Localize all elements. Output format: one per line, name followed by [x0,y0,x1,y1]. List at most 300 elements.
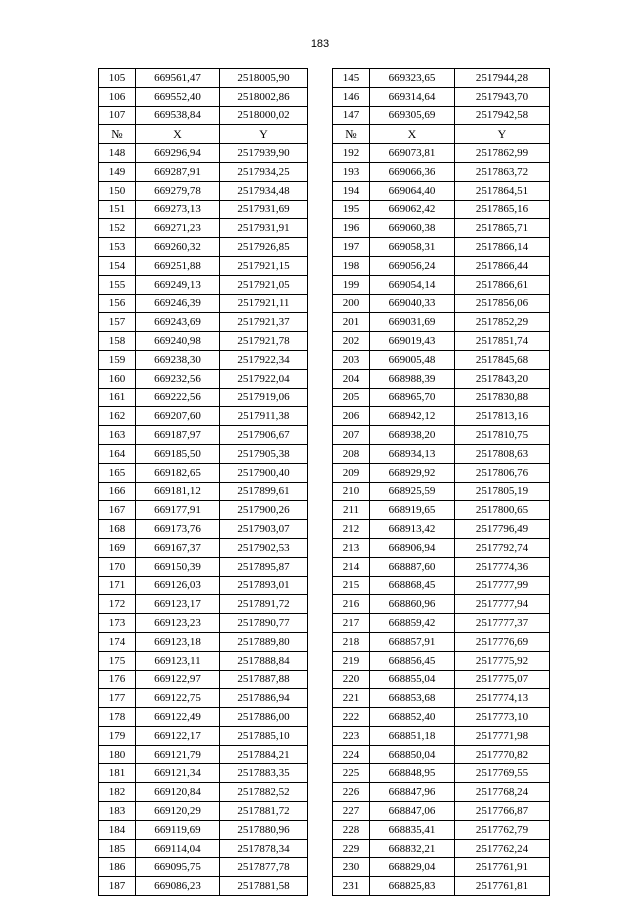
table-row [99,426,308,445]
table-row [99,181,308,200]
x-coordinate-cell: 669121,34 [136,764,220,783]
y-coordinate-cell: 2517902,53 [220,538,308,557]
point-number-cell: 147 [333,106,370,125]
table-row [333,426,550,445]
y-coordinate-cell: 2517883,35 [220,764,308,783]
table-row [99,106,308,125]
y-coordinate-cell: 2517810,75 [455,426,550,445]
point-number-cell: 174 [99,632,136,651]
table-row [333,200,550,219]
point-number-cell: 208 [333,444,370,463]
table-row [99,708,308,727]
x-coordinate-cell: 669114,04 [136,839,220,858]
point-number-cell: 156 [99,294,136,313]
table-row [333,219,550,238]
y-coordinate-cell: 2517792,74 [455,538,550,557]
x-coordinate-cell: 668938,20 [370,426,455,445]
y-coordinate-cell: 2517806,76 [455,463,550,482]
point-number-cell: 227 [333,802,370,821]
x-coordinate-cell: 669279,78 [136,181,220,200]
y-coordinate-cell: 2517885,10 [220,726,308,745]
x-coordinate-cell: 668942,12 [370,407,455,426]
y-coordinate-cell: 2517899,61 [220,482,308,501]
table-row [333,369,550,388]
y-coordinate-cell: 2517919,06 [220,388,308,407]
table-row [333,332,550,351]
x-coordinate-cell: 668835,41 [370,820,455,839]
y-coordinate-cell: 2517761,81 [455,877,550,896]
point-number-cell: 165 [99,463,136,482]
x-coordinate-cell: 669552,40 [136,87,220,106]
table-row [333,538,550,557]
point-number-cell: 197 [333,238,370,257]
table-row [333,614,550,633]
table-row [333,670,550,689]
point-number-cell: 229 [333,839,370,858]
point-number-cell: 195 [333,200,370,219]
point-number-cell: 184 [99,820,136,839]
x-coordinate-cell: 669120,84 [136,783,220,802]
table-row [99,689,308,708]
point-number-cell: 154 [99,256,136,275]
point-number-cell: 194 [333,181,370,200]
table-row [333,839,550,858]
y-coordinate-cell: 2517887,88 [220,670,308,689]
x-coordinate-cell: 668857,91 [370,632,455,651]
point-number-cell: 186 [99,858,136,877]
y-coordinate-cell: 2517931,91 [220,219,308,238]
x-coordinate-cell: 668832,21 [370,839,455,858]
table-row [99,802,308,821]
y-coordinate-cell: 2517775,92 [455,651,550,670]
table-row [333,651,550,670]
point-number-cell: 212 [333,520,370,539]
table-row [333,162,550,181]
point-number-cell: 230 [333,858,370,877]
point-number-cell: 217 [333,614,370,633]
x-coordinate-cell: 669287,91 [136,162,220,181]
point-number-cell: 216 [333,595,370,614]
point-number-cell: 223 [333,726,370,745]
table-row [99,858,308,877]
point-number-cell: 200 [333,294,370,313]
point-number-cell: 180 [99,745,136,764]
table-row [99,520,308,539]
table-row [333,783,550,802]
x-coordinate-cell: 668906,94 [370,538,455,557]
x-coordinate-cell: 669249,13 [136,275,220,294]
table-header-row [333,125,550,144]
x-coordinate-cell: 668855,04 [370,670,455,689]
point-number-cell: 170 [99,557,136,576]
table-row [333,350,550,369]
x-coordinate-cell: 669019,43 [370,332,455,351]
coordinates-table-right-body [333,69,550,896]
y-coordinate-cell: 2517906,67 [220,426,308,445]
table-row [99,595,308,614]
table-row [333,69,550,88]
point-number-cell: 209 [333,463,370,482]
x-coordinate-cell: 669031,69 [370,313,455,332]
table-row [333,313,550,332]
table-row [99,369,308,388]
x-coordinate-cell: 669056,24 [370,256,455,275]
x-coordinate-cell: 669207,60 [136,407,220,426]
y-coordinate-cell: 2517922,04 [220,369,308,388]
y-coordinate-cell: 2517881,58 [220,877,308,896]
x-coordinate-cell: 668934,13 [370,444,455,463]
point-number-cell: 182 [99,783,136,802]
x-coordinate-cell: 669238,30 [136,350,220,369]
point-number-cell: 146 [333,87,370,106]
y-coordinate-cell: 2517921,05 [220,275,308,294]
point-number-cell: 159 [99,350,136,369]
point-number-cell: 161 [99,388,136,407]
x-coordinate-cell: 669314,64 [370,87,455,106]
x-coordinate-cell: 668929,92 [370,463,455,482]
table-row [333,708,550,727]
point-number-cell: 202 [333,332,370,351]
y-coordinate-cell: 2517888,84 [220,651,308,670]
y-coordinate-cell: 2517800,65 [455,501,550,520]
point-number-cell: 176 [99,670,136,689]
point-number-cell: 175 [99,651,136,670]
point-number-cell: 167 [99,501,136,520]
table-row [99,783,308,802]
y-coordinate-cell: 2517862,99 [455,144,550,163]
point-number-cell: 162 [99,407,136,426]
table-row [99,219,308,238]
point-number-cell: 225 [333,764,370,783]
x-coordinate-cell: 669122,49 [136,708,220,727]
x-coordinate-cell: 669095,75 [136,858,220,877]
table-row [99,313,308,332]
coordinates-table-left-body [99,69,308,896]
y-coordinate-cell: 2517891,72 [220,595,308,614]
x-coordinate-cell: 669120,29 [136,802,220,821]
x-coordinate-cell: 669561,47 [136,69,220,88]
table-row [99,651,308,670]
x-coordinate-cell: 669187,97 [136,426,220,445]
point-number-cell: 201 [333,313,370,332]
x-coordinate-cell: 668925,59 [370,482,455,501]
y-coordinate-cell: 2517880,96 [220,820,308,839]
x-coordinate-cell: 669064,40 [370,181,455,200]
y-coordinate-cell: 2517856,06 [455,294,550,313]
x-coordinate-cell: 669121,79 [136,745,220,764]
x-coordinate-cell: 669167,37 [136,538,220,557]
table-row [99,877,308,896]
y-coordinate-cell: 2517922,34 [220,350,308,369]
point-number-cell: 181 [99,764,136,783]
table-row [99,538,308,557]
x-coordinate-cell: 668887,60 [370,557,455,576]
point-number-cell: 226 [333,783,370,802]
point-number-cell: 219 [333,651,370,670]
x-coordinate-cell: 669005,48 [370,350,455,369]
y-coordinate-cell: 2517886,94 [220,689,308,708]
y-coordinate-cell: 2517851,74 [455,332,550,351]
x-coordinate-cell: 669150,39 [136,557,220,576]
x-coordinate-cell: 669122,17 [136,726,220,745]
point-number-cell: 204 [333,369,370,388]
point-number-cell: 210 [333,482,370,501]
table-row [99,670,308,689]
x-coordinate-cell: X [136,125,220,144]
point-number-cell: 177 [99,689,136,708]
table-row [333,444,550,463]
y-coordinate-cell: 2517939,90 [220,144,308,163]
y-coordinate-cell: 2517808,63 [455,444,550,463]
point-number-cell: 149 [99,162,136,181]
point-number-cell: 153 [99,238,136,257]
table-row [333,557,550,576]
point-number-cell: 218 [333,632,370,651]
point-number-cell: 228 [333,820,370,839]
table-row [333,632,550,651]
y-coordinate-cell: 2517865,16 [455,200,550,219]
point-number-cell: № [99,125,136,144]
x-coordinate-cell: 669066,36 [370,162,455,181]
y-coordinate-cell: 2517931,69 [220,200,308,219]
table-row [99,388,308,407]
point-number-cell: 187 [99,877,136,896]
point-number-cell: 221 [333,689,370,708]
y-coordinate-cell: 2517900,40 [220,463,308,482]
x-coordinate-cell: 669122,75 [136,689,220,708]
x-coordinate-cell: 668847,96 [370,783,455,802]
point-number-cell: 199 [333,275,370,294]
y-coordinate-cell: 2517866,61 [455,275,550,294]
point-number-cell: 205 [333,388,370,407]
table-row [333,689,550,708]
point-number-cell: 157 [99,313,136,332]
table-row [99,482,308,501]
x-coordinate-cell: 669123,11 [136,651,220,670]
y-coordinate-cell: 2517761,91 [455,858,550,877]
y-coordinate-cell: 2517777,99 [455,576,550,595]
table-row [333,106,550,125]
x-coordinate-cell: 669240,98 [136,332,220,351]
y-coordinate-cell: 2517889,80 [220,632,308,651]
table-row [333,520,550,539]
x-coordinate-cell: 668860,96 [370,595,455,614]
table-row [333,877,550,896]
x-coordinate-cell: 668919,65 [370,501,455,520]
y-coordinate-cell: 2517944,28 [455,69,550,88]
y-coordinate-cell: 2517762,24 [455,839,550,858]
table-row [99,632,308,651]
y-coordinate-cell: 2517770,82 [455,745,550,764]
y-coordinate-cell: 2517866,44 [455,256,550,275]
point-number-cell: № [333,125,370,144]
table-row [333,501,550,520]
table-row [99,407,308,426]
x-coordinate-cell: 669173,76 [136,520,220,539]
x-coordinate-cell: 669273,13 [136,200,220,219]
point-number-cell: 171 [99,576,136,595]
x-coordinate-cell: 668988,39 [370,369,455,388]
table-row [99,294,308,313]
x-coordinate-cell: 668852,40 [370,708,455,727]
x-coordinate-cell: 669538,84 [136,106,220,125]
table-row [99,238,308,257]
x-coordinate-cell: 669040,33 [370,294,455,313]
point-number-cell: 222 [333,708,370,727]
x-coordinate-cell: 669062,42 [370,200,455,219]
x-coordinate-cell: 669181,12 [136,482,220,501]
x-coordinate-cell: 669073,81 [370,144,455,163]
y-coordinate-cell: 2518000,02 [220,106,308,125]
table-row [99,501,308,520]
y-coordinate-cell: Y [220,125,308,144]
table-row [99,839,308,858]
x-coordinate-cell: 669123,17 [136,595,220,614]
point-number-cell: 207 [333,426,370,445]
y-coordinate-cell: 2517890,77 [220,614,308,633]
y-coordinate-cell: 2518005,90 [220,69,308,88]
table-row [99,557,308,576]
x-coordinate-cell: 669123,18 [136,632,220,651]
y-coordinate-cell: 2517900,26 [220,501,308,520]
x-coordinate-cell: 669182,65 [136,463,220,482]
point-number-cell: 185 [99,839,136,858]
point-number-cell: 105 [99,69,136,88]
x-coordinate-cell: 668851,18 [370,726,455,745]
y-coordinate-cell: 2517882,52 [220,783,308,802]
point-number-cell: 178 [99,708,136,727]
y-coordinate-cell: 2517895,87 [220,557,308,576]
table-row [333,726,550,745]
x-coordinate-cell: 669119,69 [136,820,220,839]
point-number-cell: 173 [99,614,136,633]
table-row [99,256,308,275]
table-row [333,576,550,595]
x-coordinate-cell: X [370,125,455,144]
table-row [99,275,308,294]
x-coordinate-cell: 668868,45 [370,576,455,595]
point-number-cell: 163 [99,426,136,445]
table-row [333,764,550,783]
y-coordinate-cell: 2517777,94 [455,595,550,614]
x-coordinate-cell: 669305,69 [370,106,455,125]
table-row [99,162,308,181]
point-number-cell: 193 [333,162,370,181]
y-coordinate-cell: 2517905,38 [220,444,308,463]
table-row [99,764,308,783]
x-coordinate-cell: 669246,39 [136,294,220,313]
y-coordinate-cell: Y [455,125,550,144]
table-row [99,444,308,463]
x-coordinate-cell: 669086,23 [136,877,220,896]
y-coordinate-cell: 2517926,85 [220,238,308,257]
table-row [333,858,550,877]
table-row [99,745,308,764]
table-row [333,181,550,200]
x-coordinate-cell: 669123,23 [136,614,220,633]
y-coordinate-cell: 2517775,07 [455,670,550,689]
point-number-cell: 168 [99,520,136,539]
point-number-cell: 148 [99,144,136,163]
y-coordinate-cell: 2517921,15 [220,256,308,275]
x-coordinate-cell: 669271,23 [136,219,220,238]
x-coordinate-cell: 669296,94 [136,144,220,163]
y-coordinate-cell: 2517813,16 [455,407,550,426]
y-coordinate-cell: 2517921,11 [220,294,308,313]
point-number-cell: 203 [333,350,370,369]
table-row [99,332,308,351]
y-coordinate-cell: 2517852,29 [455,313,550,332]
point-number-cell: 214 [333,557,370,576]
y-coordinate-cell: 2517774,36 [455,557,550,576]
point-number-cell: 224 [333,745,370,764]
y-coordinate-cell: 2517881,72 [220,802,308,821]
y-coordinate-cell: 2518002,86 [220,87,308,106]
table-row [333,275,550,294]
y-coordinate-cell: 2517774,13 [455,689,550,708]
y-coordinate-cell: 2517878,34 [220,839,308,858]
point-number-cell: 231 [333,877,370,896]
coordinates-table-right [332,68,550,896]
y-coordinate-cell: 2517921,37 [220,313,308,332]
point-number-cell: 196 [333,219,370,238]
x-coordinate-cell: 668850,04 [370,745,455,764]
y-coordinate-cell: 2517769,55 [455,764,550,783]
x-coordinate-cell: 668856,45 [370,651,455,670]
x-coordinate-cell: 669251,88 [136,256,220,275]
y-coordinate-cell: 2517796,49 [455,520,550,539]
table-row [99,463,308,482]
x-coordinate-cell: 668825,83 [370,877,455,896]
point-number-cell: 211 [333,501,370,520]
x-coordinate-cell: 669260,32 [136,238,220,257]
y-coordinate-cell: 2517762,79 [455,820,550,839]
table-row [333,802,550,821]
table-row [333,87,550,106]
y-coordinate-cell: 2517886,00 [220,708,308,727]
y-coordinate-cell: 2517866,14 [455,238,550,257]
x-coordinate-cell: 669060,38 [370,219,455,238]
point-number-cell: 158 [99,332,136,351]
y-coordinate-cell: 2517776,69 [455,632,550,651]
table-row [99,69,308,88]
x-coordinate-cell: 669058,31 [370,238,455,257]
y-coordinate-cell: 2517934,25 [220,162,308,181]
x-coordinate-cell: 668859,42 [370,614,455,633]
point-number-cell: 160 [99,369,136,388]
point-number-cell: 106 [99,87,136,106]
x-coordinate-cell: 669185,50 [136,444,220,463]
point-number-cell: 169 [99,538,136,557]
y-coordinate-cell: 2517805,19 [455,482,550,501]
x-coordinate-cell: 668847,06 [370,802,455,821]
table-row [333,745,550,764]
y-coordinate-cell: 2517921,78 [220,332,308,351]
x-coordinate-cell: 668853,68 [370,689,455,708]
point-number-cell: 220 [333,670,370,689]
y-coordinate-cell: 2517877,78 [220,858,308,877]
point-number-cell: 155 [99,275,136,294]
point-number-cell: 164 [99,444,136,463]
y-coordinate-cell: 2517884,21 [220,745,308,764]
table-row [333,463,550,482]
table-row [333,294,550,313]
point-number-cell: 198 [333,256,370,275]
table-row [99,576,308,595]
table-row [99,350,308,369]
y-coordinate-cell: 2517773,10 [455,708,550,727]
y-coordinate-cell: 2517766,87 [455,802,550,821]
